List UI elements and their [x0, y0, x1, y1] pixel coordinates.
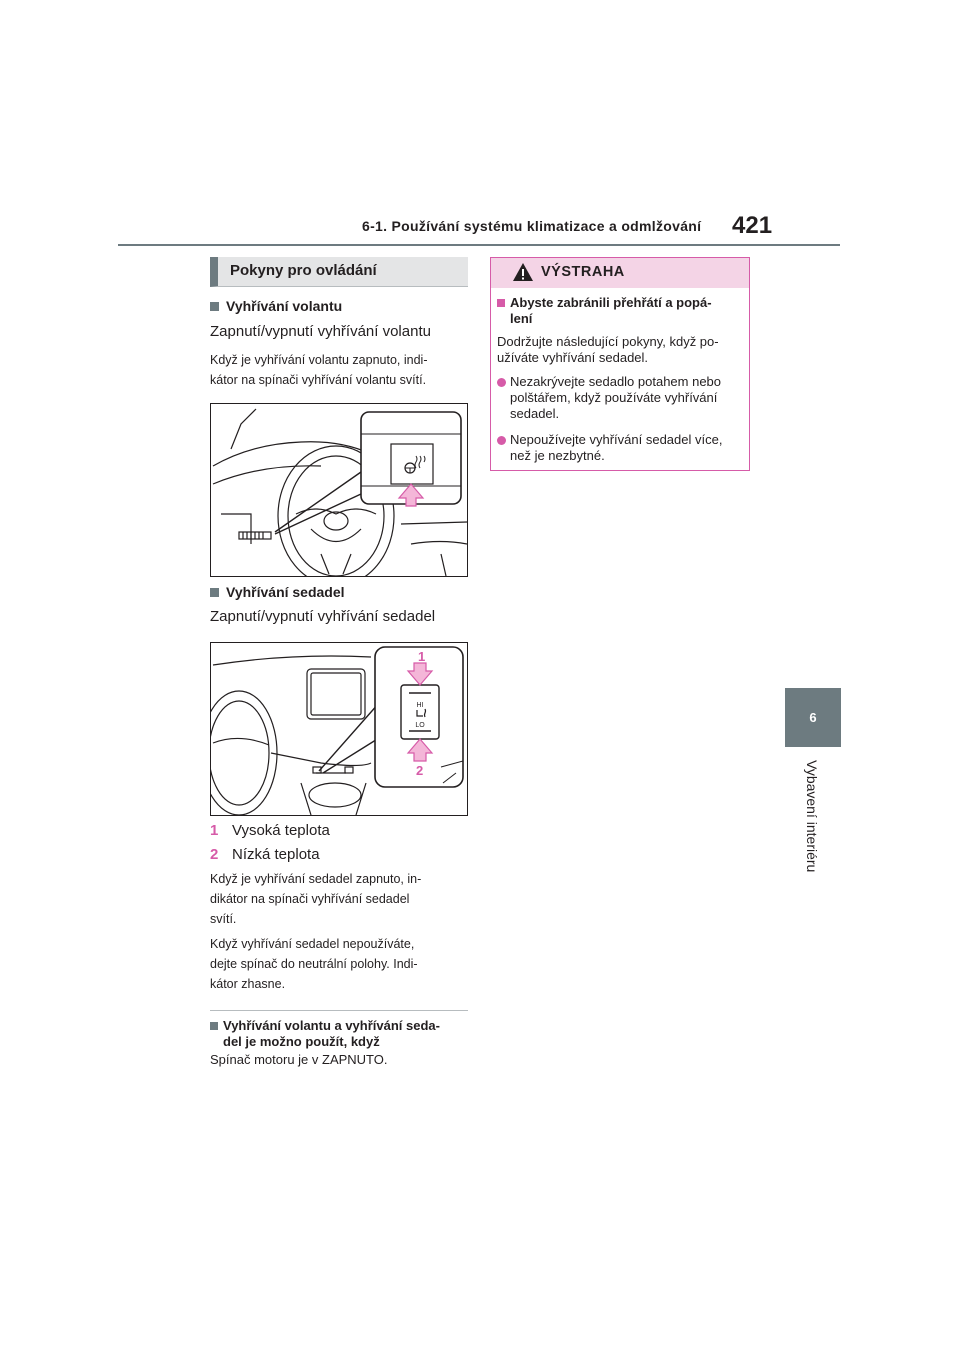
list-text: Nízká teplota	[232, 846, 320, 863]
seat-heading	[210, 584, 345, 600]
chapter-tab-label: Vybavení interiéru	[804, 760, 820, 873]
switch-lo-label: LO	[415, 722, 425, 729]
warning-header	[491, 258, 749, 288]
list-number: 1	[210, 822, 219, 839]
warning-bullet-2	[497, 432, 722, 464]
section-divider	[210, 1010, 468, 1011]
warning-bullet-1	[497, 374, 721, 422]
warning-bullet-2-line-2: než je nezbytné.	[510, 448, 605, 463]
list-text: Vysoká teplota	[232, 822, 330, 839]
square-bullet-icon	[210, 588, 219, 597]
seat-note-a-3: svítí.	[210, 912, 237, 926]
seat-note-b-1: Když vyhřívání sedadel nepoužíváte,	[210, 937, 415, 951]
steering-line: Zapnutí/vypnutí vyhřívání volantu	[210, 323, 431, 340]
round-bullet-icon	[497, 436, 506, 445]
usable-heading	[210, 1018, 440, 1050]
switch-hi-label: HI	[416, 702, 424, 709]
seat-note-b-2: dejte spínač do neutrální polohy. Indi-	[210, 957, 418, 971]
usable-heading-line-1: Vyhřívání volantu a vyhřívání seda-	[223, 1018, 440, 1033]
round-bullet-icon	[497, 378, 506, 387]
usable-text: Spínač motoru je v ZAPNUTO.	[210, 1052, 388, 1067]
square-bullet-icon	[210, 1022, 218, 1030]
chapter-tab	[785, 688, 841, 747]
steering-note-1: Když je vyhřívání volantu zapnuto, indi-	[210, 353, 428, 367]
steering-note-2: kátor na spínači vyhřívání volantu svítí.	[210, 373, 427, 387]
page-number: 421	[732, 212, 773, 239]
warning-bullet-1-line-3: sedadel.	[510, 406, 560, 421]
list-item-low	[210, 846, 320, 863]
figure-callout-2: 2	[416, 763, 424, 778]
warning-box	[490, 257, 750, 471]
steering-wheel-drawing	[211, 404, 467, 576]
warning-bullet-1-line-2: polštářem, když používáte vyhřívání	[510, 390, 718, 405]
section-heading-box	[210, 257, 468, 287]
warning-subheading-line-1: Abyste zabránili přehřátí a popá-	[510, 295, 712, 310]
chapter-title: 6-1. Používání systému klimatizace a odmlžování	[362, 218, 702, 234]
list-item-high	[210, 822, 330, 839]
seat-heater-illustration	[210, 642, 468, 816]
warning-subheading	[497, 295, 712, 327]
list-number: 2	[210, 846, 219, 863]
section-title: Pokyny pro ovládání	[230, 262, 377, 279]
warning-triangle-icon	[512, 262, 534, 282]
seat-note-a-2: dikátor na spínači vyhřívání sedadel	[210, 892, 410, 906]
warning-bullet-1-line-1: Nezakrývejte sedadlo potahem nebo	[510, 374, 722, 389]
header-rule	[118, 244, 840, 246]
warning-title: VÝSTRAHA	[541, 264, 625, 280]
figure-callout-1: 1	[418, 649, 426, 664]
warning-intro-line-1: Dodržujte následující pokyny, když po-	[497, 334, 719, 349]
seat-line: Zapnutí/vypnutí vyhřívání sedadel	[210, 608, 436, 625]
chapter-tab-number: 6	[809, 710, 817, 725]
warning-subheading-line-2: lení	[510, 311, 533, 326]
warning-bullet-2-line-1: Nepoužívejte vyhřívání sedadel více,	[510, 432, 723, 447]
seat-note-a-1: Když je vyhřívání sedadel zapnuto, in-	[210, 872, 422, 886]
warning-intro	[497, 334, 719, 366]
usable-heading-line-2: del je možno použít, když	[223, 1034, 380, 1049]
seat-switch-drawing	[211, 643, 467, 815]
seat-heading-text: Vyhřívání sedadel	[226, 584, 345, 600]
square-bullet-icon	[497, 299, 505, 307]
warning-intro-line-2: užíváte vyhřívání sedadel.	[497, 350, 649, 365]
steering-heading	[210, 298, 342, 314]
steering-heading-text: Vyhřívání volantu	[226, 298, 343, 314]
square-bullet-icon	[210, 302, 219, 311]
steering-heater-illustration	[210, 403, 468, 577]
seat-note-b-3: kátor zhasne.	[210, 977, 286, 991]
